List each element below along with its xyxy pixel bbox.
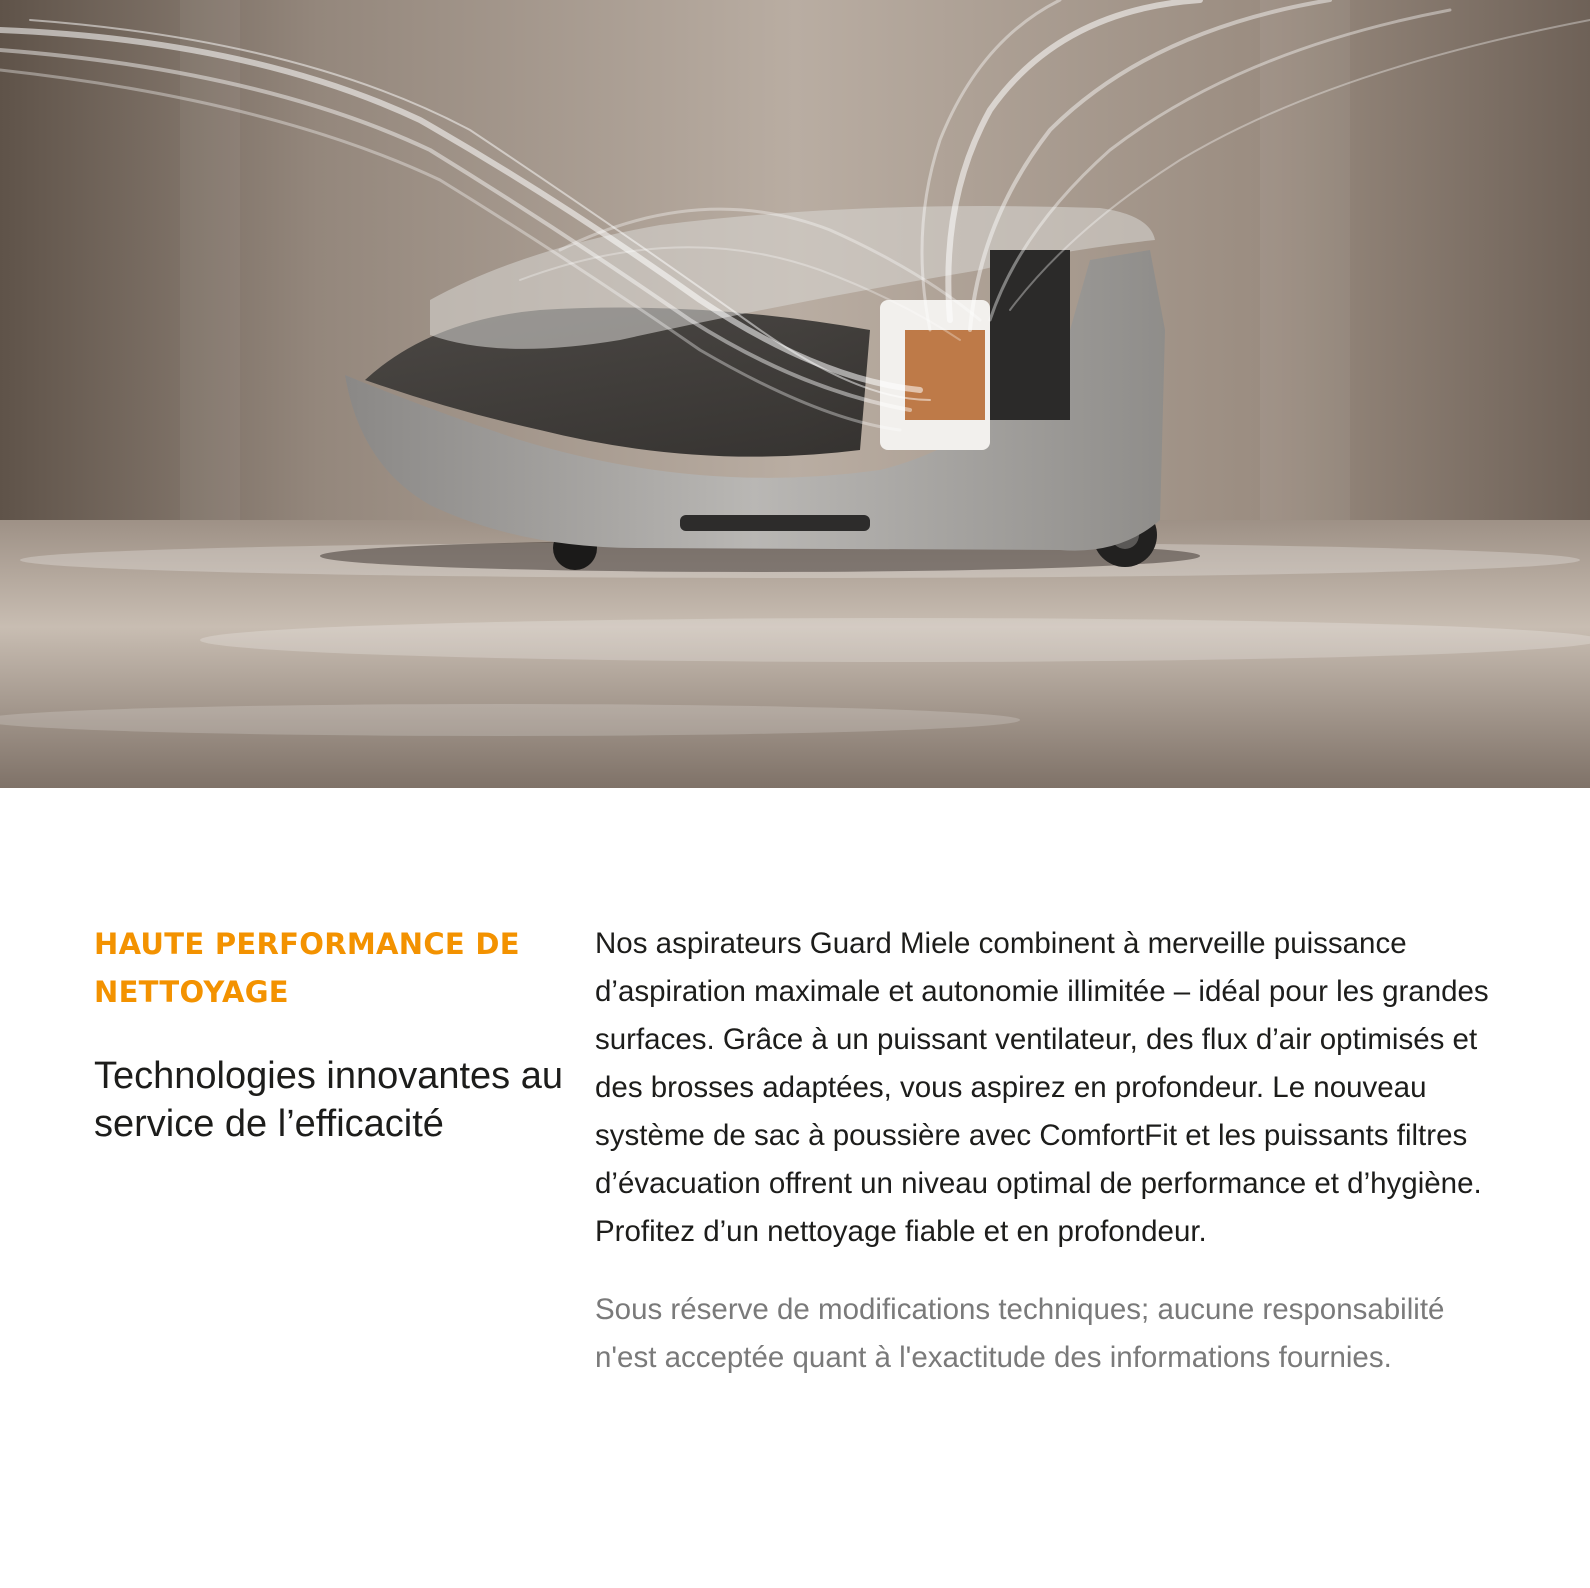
- disclaimer-text: Sous réserve de modifications techniques; aucune responsabilité n'est acceptée quant à l'exactitude des informations fournies.: [595, 1293, 1445, 1374]
- section-heading-column: [94, 920, 584, 1148]
- hero-image: [0, 0, 1590, 788]
- section-body-text: Nos aspirateurs Guard Miele combinent à merveille puissance d’aspiration maximale et autonomie illimitée – idéal pour les grandes surfaces. Grâce à un puissant ventilateur, des flux d’air optimisés et des brosses adaptées, vous aspirez en profondeur. Le nouveau système de sac à poussière avec ComfortFit et les puissants filtres d’évacuation offrent un niveau optimal de performance et d’hygiène. Profitez d’un nettoyage fiable et en profondeur.: [595, 927, 1489, 1248]
- section-eyebrow: HAUTE PERFORMANCE DE NETTOYAGE: [94, 927, 520, 1009]
- section-headline: Technologies innovantes au service de l’efficacité: [94, 1055, 564, 1145]
- content-section: [0, 788, 1590, 1588]
- section-text-column: [595, 920, 1505, 1382]
- vacuum-cleaner-illustration: [0, 0, 1590, 788]
